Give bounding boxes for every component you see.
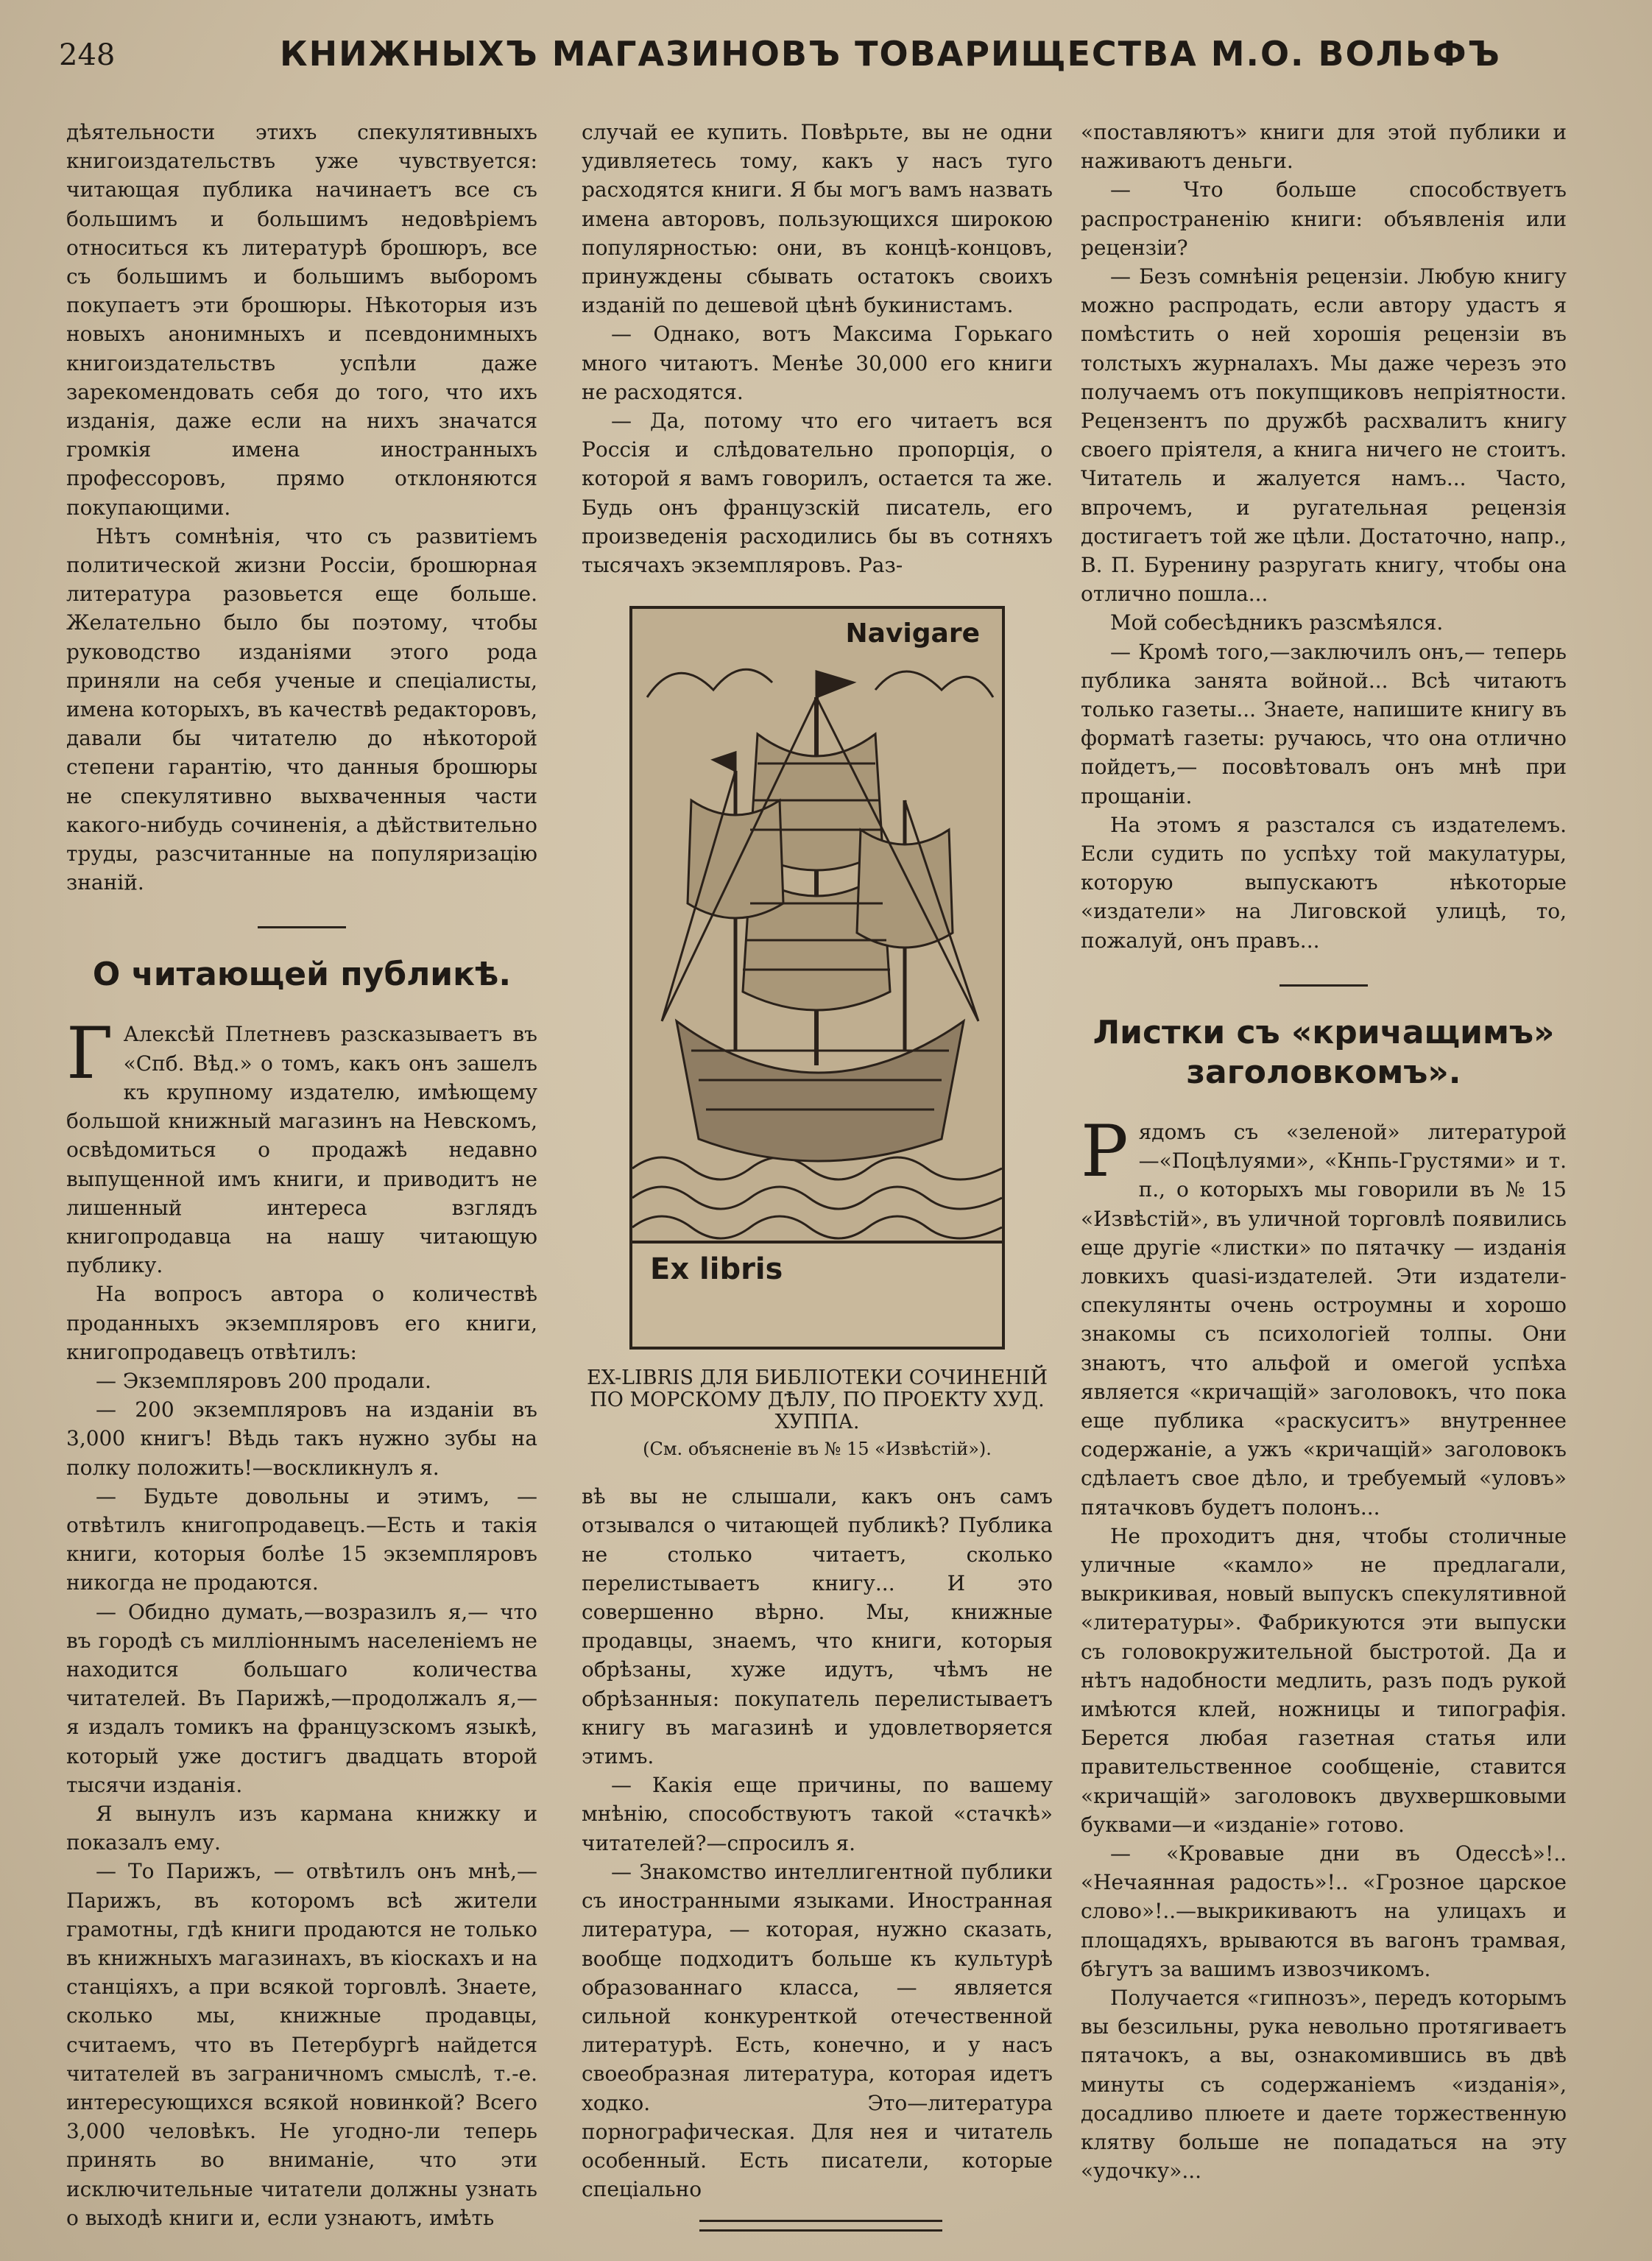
lead-text: ядомъ съ «зеленой» литературой —«Поцѣлуями», «Кнпь-Грустями» и т. п., о которыхъ мы говорили въ № 15 «Извѣстій», въ уличной торговлѣ появились еще другіе «листки» по пятачку — изданія ловкихъ quasi-издателей. Эти издатели-спекулянты очень остроумны и хорошо знакомы съ психологіей толпы. Они знаютъ, что альфой и омегой успѣха является «кричащій» заголовокъ, что пока еще публика «раскуситъ» внутреннее содержаніе, а ужъ «кричащій» заголовокъ сдѣлаетъ свое дѣло, и требуемый «уловъ» пятачковъ будетъ полонъ... (1081, 1119, 1567, 1520)
bottom-rules (699, 2220, 942, 2239)
paragraph: — 200 экземпляровъ на изданіи въ 3,000 книгъ! Вѣдь такъ нужно зубы на полку положить!—воскликнулъ я. (66, 1397, 537, 1480)
column-3 (1081, 118, 1567, 2185)
running-title: КНИЖНЫХЪ МАГАЗИНОВЪ ТОВАРИЩЕСТВА М.О. ВОЛЬФЪ (280, 34, 1501, 74)
paragraph: Нѣтъ сомнѣнія, что съ развитіемъ политической жизни Россіи, брошюрная литература разовьется еще больше. Желательно было бы поэтому, чтобы руководство изданіями этого рода приняли на себя ученые и спеціалисты, имена которыхъ, въ качествѣ редакторовъ, давали бы читателю до нѣкоторой степени гарантію, что данныя брошюры не спекулятивно выхваченныя части какого-нибудь сочиненія, а дѣйствительно труды, разсчитанные на популяризацію знаній. (66, 523, 537, 895)
section-divider (1279, 984, 1368, 987)
paragraph: — Экземпляровъ 200 продали. (96, 1368, 431, 1393)
ex-libris-label: Ex libris (650, 1252, 783, 1287)
drop-cap: Г (66, 1012, 113, 1096)
article-title: Листки съ «кричащимъ» заголовкомъ». (1092, 1013, 1555, 1091)
ex-libris-figure (582, 606, 1053, 1460)
paragraph: вѣ вы не слышали, какъ онъ самъ отзывался о читающей публикѣ? Публика не столько читаетъ, сколько перелистываетъ книгу... И это совершенно вѣрно. Мы, книжные продавцы, знаемъ, что книги, которыя обрѣзаны, хуже идутъ, чѣмъ не обрѣзанныя: покупатель перелистываетъ книгу въ магазинѣ и удовлетворяется этимъ. (582, 1484, 1053, 1769)
paragraph: — То Парижъ, — отвѣтилъ онъ мнѣ,—Парижъ, въ которомъ всѣ жители грамотны, гдѣ книги продаются не только въ книжныхъ магазинахъ, въ кіоскахъ и на станціяхъ, а при всякой торговлѣ. Знаете, сколько мы, книжные продавцы, считаемъ, что въ Петербургѣ найдется читателей въ заграничномъ смыслѣ, т.-е. интересующихся всякой новинкой? Всего 3,000 человѣкъ. Не угодно-ли теперь принять во вниманіе, что эти исключительные читатели должны узнать о выходѣ книги и, если узнаютъ, имѣть (66, 1859, 537, 2230)
paragraph: «поставляютъ» книги для этой публики и наживаютъ деньги. (1081, 120, 1567, 174)
ex-libris-engraving (629, 606, 1005, 1350)
paragraph: — Знакомство интеллигентной публики съ иностранными языками. Иностранная литература, — которая, нужно сказать, вообще подходитъ больше къ культурѣ образованнаго класса, — является сильной конкуренткой отечественной литературѣ. Есть, конечно, и у насъ своеобразная литература, которая идетъ ходко. Это—литература порнографическая. Для нея и читатель особенный. Есть писатели, которые спеціально (582, 1859, 1053, 2202)
paragraph: Получается «гипнозъ», передъ которымъ вы безсильны, рука невольно протягиваетъ пятачокъ, а вы, ознакомившись въ двѣ минуты съ содержаніемъ «изданія», досадливо плюете и даете торжественную клятву больше не попадаться на эту «удочку»... (1081, 1985, 1567, 2184)
lead-text: Алексѣй Плетневъ разсказываетъ въ «Спб. Вѣд.» о томъ, какъ онъ зашелъ къ крупному издателю, имѣющему большой книжный магазинъ на Невскомъ, освѣдомиться о продажѣ недавно выпущенной имъ книги, и приводитъ не лишенный интереса взглядъ книгопродавца на нашу читающую публику. (66, 1022, 537, 1278)
paragraph: На этомъ я разстался съ издателемъ. Если судить по успѣху той макулатуры, которую выпускаютъ нѣкоторые «издатели» на Лиговской улицѣ, то, пожалуй, онъ правъ... (1081, 812, 1567, 953)
paragraph: — Будьте довольны и этимъ, — отвѣтилъ книгопродавецъ.—Есть и такія книги, которыя болѣе 15 экземпляровъ никогда не продаются. (66, 1484, 537, 1595)
paragraph: — «Кровавые дни въ Одессѣ»!.. «Нечаянная радость»!.. «Грозное царское слово»!..—выкрикиваютъ на улицахъ и площадяхъ, врываются въ вагонъ трамвая, бѣгутъ за вашимъ извозчикомъ. (1081, 1841, 1567, 1981)
article-title: О читающей публикѣ. (92, 956, 512, 994)
figure-note: (См. объясненіе въ № 15 «Извѣстій»). (643, 1439, 992, 1460)
lead-paragraph (66, 1012, 537, 1280)
page-number: 248 (59, 38, 116, 72)
lead-paragraph (1081, 1110, 1567, 1522)
paragraph: На вопросъ автора о количествѣ проданныхъ экземпляровъ его книги, книгопродавецъ отвѣтилъ: (66, 1282, 537, 1364)
section-divider (258, 926, 346, 928)
paragraph: — Какія еще причины, по вашему мнѣнію, способствуютъ такой «стачкѣ» читателей?—спросилъ я. (582, 1773, 1053, 1855)
paragraph: — Обидно думать,—возразилъ я,— что въ городѣ съ милліоннымъ населеніемъ не находится большаго количества читателей. Въ Парижѣ,—продолжалъ я,—я издалъ томикъ на французскомъ языкѣ, который уже достигъ двадцать второй тысячи изданія. (66, 1599, 537, 1797)
motto-label: Navigare (845, 618, 980, 649)
column-1 (66, 118, 537, 2232)
figure-caption: EX-LIBRIS ДЛЯ БИБЛІОТЕКИ СОЧИНЕНІЙ ПО МОРСКОМУ ДѢЛУ, ПО ПРОЕКТУ ХУД. ХУППА. (587, 1366, 1048, 1434)
paragraph: Не проходитъ дня, чтобы столичные уличные «камло» не предлагали, выкрикивая, новый выпускъ спекулятивной «литературы». Фабрикуются эти выпуски съ головокружительной быстротой. Да и нѣтъ надобности медлить, разъ подъ рукой имѣются клей, ножницы и типографія. Берется любая газетная статья или правительственное сообщеніе, ставится «кричащій» заголовокъ двухвершковыми буквами—и «изданіе» готово. (1081, 1523, 1567, 1837)
paragraph: — Однако, вотъ Максима Горькаго много читаютъ. Менѣе 30,000 его книги не расходятся. (582, 322, 1053, 404)
ship-engraving-icon (632, 609, 1002, 1347)
paragraph: Я вынулъ изъ кармана книжку и показалъ ему. (66, 1801, 537, 1855)
paragraph: дѣятельности этихъ спекулятивныхъ книгоиздательствъ уже чувствуется: читающая публика начинаетъ все съ большимъ и большимъ недовѣріемъ относиться къ литературѣ брошюръ, все съ большимъ и большимъ выборомъ покупаетъ эти брошюры. Нѣкоторыя изъ новыхъ анонимныхъ и псевдонимныхъ книгоиздательствъ успѣли даже зарекомендовать себя до того, что ихъ изданія, даже если на нихъ значатся громкія имена иностранныхъ профессоровъ, прямо отклоняются покупающими. (66, 120, 537, 520)
drop-cap: Р (1081, 1110, 1129, 1193)
paragraph: — Кромѣ того,—заключилъ онъ,— теперь публика занята войной... Всѣ читаютъ только газеты... Знаете, напишите книгу въ форматѣ газеты: ручаюсь, что она отлично пойдетъ,— посовѣтовалъ онъ мнѣ при прощаніи. (1081, 639, 1567, 808)
paragraph: — Безъ сомнѣнія рецензіи. Любую книгу можно распродать, если автору удастъ я помѣстить о ней хорошія рецензіи въ толстыхъ журналахъ. Мы даже черезъ это получаемъ отъ покупщиковъ непріятности. Рецензентъ по дружбѣ расхвалитъ книгу своего пріятеля, а книга ничего не стоитъ. Читатель и жалуется намъ... Часто, впрочемъ, и ругательная рецензія достигаетъ той же цѣли. Достаточно, напр., В. П. Буренину разругать книгу, чтобы она отлично пошла... (1081, 264, 1567, 607)
rule-line (699, 2229, 942, 2232)
column-2 (582, 118, 1053, 2204)
paragraph: — Что больше способствуетъ распространенію книги: объявленія или рецензіи? (1081, 177, 1567, 260)
rule-line (699, 2220, 942, 2222)
paragraph: Мой собесѣдникъ разсмѣялся. (1110, 610, 1444, 635)
paragraph: — Да, потому что его читаетъ вся Россія и слѣдовательно пропорція, о которой я вамъ говорилъ, остается та же. Будь онъ французскій писатель, его произведенія расходились бы въ сотняхъ тысячахъ экземпляровъ. Раз- (582, 409, 1053, 578)
page-header (59, 29, 1598, 81)
paragraph: случай ее купить. Повѣрьте, вы не одни удивляетесь тому, какъ у насъ туго расходятся книги. Я бы могъ вамъ назвать имена авторовъ, пользующихся широкою популярностью: они, въ концѣ-концовъ, принуждены сбывать остатокъ своихъ изданій по дешевой цѣнѣ букинистамъ. (582, 120, 1053, 318)
